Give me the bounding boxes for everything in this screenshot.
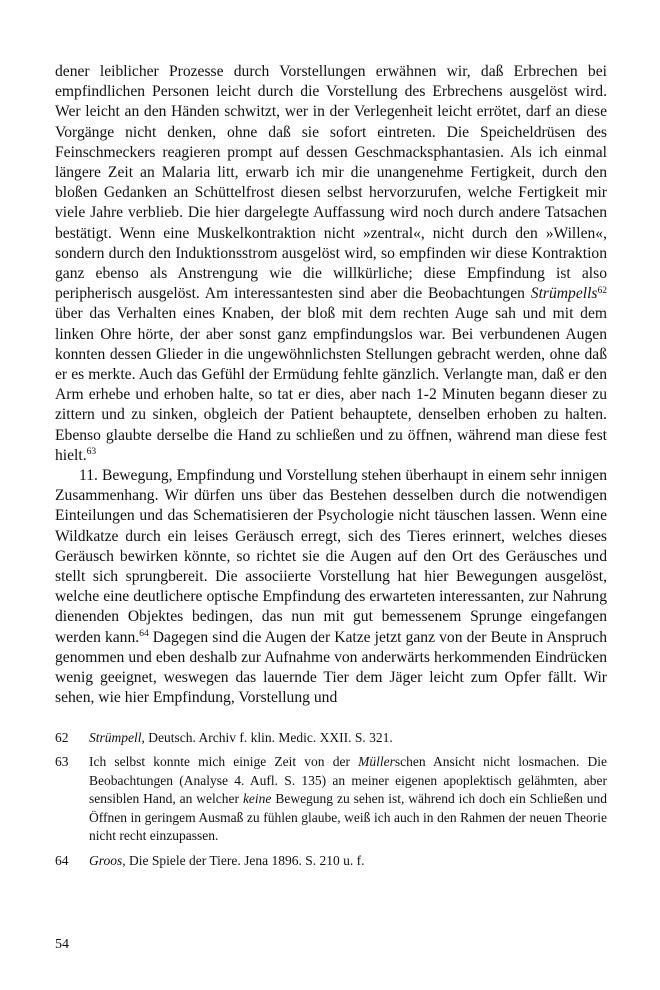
italic-emphasis-keine: keine: [242, 791, 272, 806]
footnote-63: [55, 753, 607, 846]
footnote-ref-64: 64: [139, 629, 149, 640]
paragraph-text: über das Verhalten eines Knaben, der bloß mit dem rechten Auge sah und mit dem linken Ohre hörte, der aber sonst ganz empfindungslos war. Bei verbundenen Augen konnten dessen Glieder in die ungewöhnlichsten Stellungen gebracht werden, ohne daß er es merkte. Auch das Gefühl der Ermüdung fehlte gänzlich. Verlangte man, daß er den Arm erhebe und erhoben halte, so tat er dies, aber nach 1-2 Minuten begann dieser zu zittern und zu sinken, obgleich der Patient behauptete, denselben erhoben zu halten. Ebenso glaubte derselbe die Hand zu schließen und zu öffnen, während man diese fest hielt.: [55, 305, 607, 464]
body-text: [55, 62, 607, 709]
footnote-ref-63: 63: [86, 447, 97, 458]
footnote-text: [89, 852, 607, 871]
footnote-number: 63: [55, 754, 69, 769]
footnote-ref-62: 62: [597, 285, 607, 296]
footnote-62: [55, 729, 607, 748]
footnote-64: [55, 852, 607, 871]
footnote-text: [89, 753, 607, 846]
paragraph-text: dener leiblicher Prozesse durch Vorstellungen erwähnen wir, daß Erbrechen bei empfindlichen Personen leicht durch die Vorstellung des Erbrechens ausgelöst wird. Wer leicht an den Händen schwitzt, wer in der Verlegenheit leicht errötet, darf an diese Vorgänge nicht denken, ohne daß sie sofort eintreten. Die Speicheldrüsen des Feinschmeckers reagieren prompt auf dessen Geschmacksphantasien. Als ich einmal längere Zeit an Malaria litt, erwarb ich mir die unangenehme Fertigkeit, durch den bloßen Gedanken an Schüttelfrost diesen selbst hervorzurufen, welche Fertigkeit mir viele Jahre verblieb. Die hier dargelegte Auffassung wird noch durch andere Tatsachen bestätigt. Wenn eine Muskelkontraktion nicht »zentral«, nicht durch den »Willen«, sondern durch den Induktionsstrom ausgelöst wird, so empfinden wir diese Kontraktion ganz ebenso als Anstrengung wie die willkürliche; diese Empfindung ist also peripherisch ausgelöst. Am interessantesten sind aber die Beobachtungen: [55, 63, 607, 303]
footnote-text-segment: Bewegung zu sehen ist, während ich doch ein Schließen und Öffnen in geringem Ausmaß zu fühlen glaube, weiß ich auch in den Rahmen der neuen Theorie nicht recht einzupassen.: [89, 791, 607, 843]
footnote-text-segment: Ich selbst konnte mich einige Zeit von der: [89, 754, 359, 769]
paragraph-text: 11. Bewegung, Empfindung und Vorstellung stehen überhaupt in einem sehr innigen Zusammenhang. Wir dürfen uns über das Bestehen desselben durch die notwendigen Einteilungen und das Schematisieren der Psychologie nicht täuschen lassen. Wenn eine Wildkatze durch ein leises Geräusch erregt, sich des Tieres erinnert, welches dieses Geräusch bewirken könnte, so richtet sie die Augen auf den Ort des Geräusches und stellt sich sprungbereit. Die associierte Vorstellung hat hier Bewegungen ausgelöst, welche eine deutlichere optische Empfindung des erwarteten interessanten, zur Nahrung dienenden Objektes bedingen, das nun mit gut bemessenem Sprunge eingefangen werden kann.: [55, 467, 607, 646]
footnote-number: 64: [55, 852, 69, 868]
footnotes-section: [55, 729, 607, 871]
italic-name-mueller: Müller: [358, 754, 395, 769]
footnote-text-segment: , Deutsch. Archiv f. klin. Medic. XXII. S. 321.: [141, 729, 393, 745]
paragraph-2: [55, 466, 607, 708]
footnote-text: [89, 729, 607, 748]
footnote-text-segment: schen Ansicht nicht losmachen. Die Beobachtungen (Analyse 4. Aufl. S. 135) an meiner eigenen apoplektisch gelähmten, aber sensiblen Hand, an welcher: [89, 754, 607, 806]
paragraph-text: Dagegen sind die Augen der Katze jetzt ganz von der Beute in Anspruch genommen und eben deshalb zur Aufnahme von anderwärts herkommenden Eindrücken wenig geeignet, weswegen das lauernde Tier dem Jäger leicht zum Opfer fällt. Wir sehen, wie hier Empfindung, Vorstellung und: [55, 628, 607, 707]
italic-author-struempell: Strümpell: [89, 729, 142, 745]
italic-name-struempells: Strümpells: [530, 285, 598, 303]
page-number: 54: [55, 937, 69, 952]
paragraph-1: [55, 62, 607, 466]
footnote-text-segment: , Die Spiele der Tiere. Jena 1896. S. 210 u. f.: [122, 852, 365, 868]
italic-author-groos: Groos: [89, 852, 123, 868]
footnote-number: 62: [55, 729, 69, 745]
